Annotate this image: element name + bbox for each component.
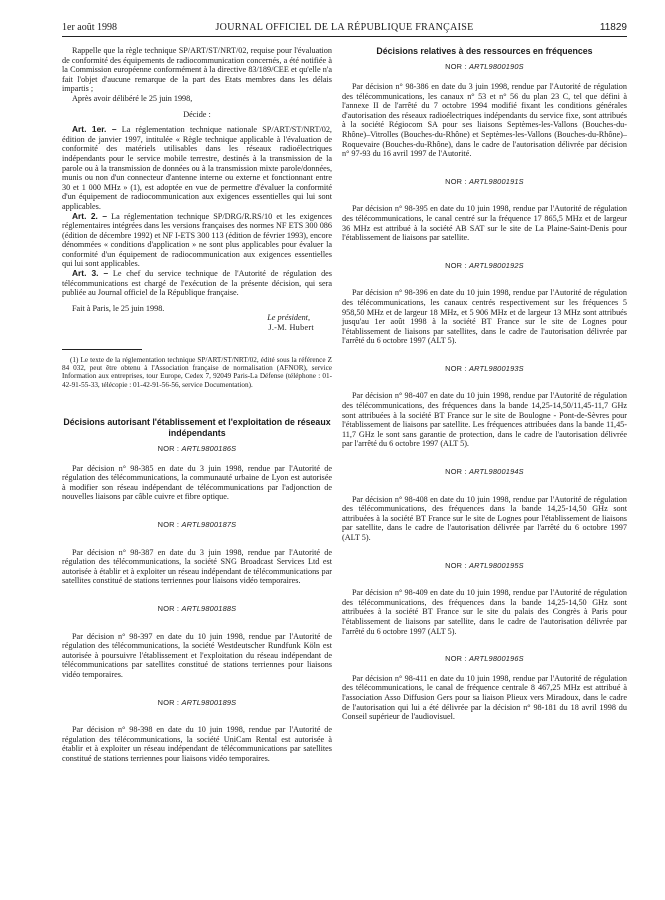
footnote-rule (62, 349, 142, 350)
page-header (62, 20, 627, 36)
nor-reference: NOR : ARTL9800192S (445, 260, 524, 270)
article-2-text: La réglementation technique SP/DRG/R.RS/10 et les exigences réglementaires intégrées dans les versions françaises des normes NF ETS 300 086 (édition de décembre 1992) et NF I-ETS 300 113 (édition de février 1993), encore dénommées « conditions d'application » ne sont plus applicables pour évaluer la conformité d'un équipement de radiocommunication aux exigences essentielles qui lui sont applicables. (62, 211, 332, 269)
article-3-text: Le chef du service technique de l'Autorité de régulation des télécommunications est chargé de l'exécution de la présente décision, qui sera publiée au Journal officiel de la République française. (62, 269, 332, 298)
nor-reference: NOR : ARTL9800196S (445, 654, 524, 664)
decision-entry: Par décision n° 98-395 en date du 10 juin 1998, rendue par l'Autorité de régulation des télécommunications, le canal centré sur la fréquence 17 865,5 MHz et de largeur 36 MHz est attribué à la société AB SAT sur le site de La Plaine-Saint-Denis pour l'établissement de liaisons par satellite. (342, 204, 627, 243)
header-date: 1er août 1998 (62, 22, 117, 33)
article-1-label: Art. 1er. – (72, 124, 117, 135)
nor-reference: NOR : ARTL9800190S (445, 62, 524, 72)
decision-entry: Par décision n° 98-385 en date du 3 juin 1998, rendue par l'Autorité de régulation des télécommunications, la communauté urbaine de Lyon est autorisée à modifier son réseau indépendant de télécommunications par l'adjonction de nouvelles liaisons par câble cuivre et fibre optique. (62, 463, 332, 502)
decision-entry: Par décision n° 98-411 en date du 10 juin 1998, rendue par l'Autorité de régulation des télécommunications, le canal de fréquence centrale 8 467,25 MHz est attribué à l'association Asso Diffusion Gers pour sa liaison Plieux vers Miradoux, dans le cadre de l'autorisation qui lui a été délivrée par la décision n° 98-181 du 18 avril 1998 du Conseil supérieur de l'audiovisuel. (342, 673, 627, 722)
intro-paragraph: Rappelle que la règle technique SP/ART/ST/NRT/02, requise pour l'évaluation de conformité des équipements de radiocommunication concernés, a été notifiée à la Commission européenne conformément à la directive 83/189/CEE et qu'elle n'a fait l'objet d'aucune remarque de la part des Etats membres dans les délais impartis ; (62, 46, 332, 94)
signature-title: Le président, (267, 313, 310, 323)
section-title-reseaux: Décisions autorisant l'établissement et l'exploitation de réseaux indépendants (63, 417, 331, 438)
decision-entry: Par décision n° 98-407 en date du 10 juin 1998, rendue par l'Autorité de régulation des télécommunications, des fréquences dans la bande 14,25-14,50/11,45-11,7 GHz sont attribuées à la société BT France sur le site de Boulogne - Pont-de-Sèvres pour l'établissement de liaisons par satellite. Les fréquences attribuées dans la bande 11,45-11,7 GHz le sont sans garantie de protection, dans le cadre de l'autorisation délivrée par l'arrêté du 6 octobre 1997 (ALT 5). (342, 391, 627, 449)
decision-entry: Par décision n° 98-408 en date du 10 juin 1998, rendue par l'Autorité de régulation des télécommunications, des fréquences dans la bande 14,25-14,50 GHz sont attribuées à la société BT France sur le site de Lognes pour l'établissement de liaisons par satellite, dans le cadre de l'autorisation délivrée par l'arrêté du 6 octobre 1997 (ALT 5). (342, 494, 627, 542)
article-1 (62, 125, 332, 211)
header-rule (62, 36, 627, 37)
article-3 (62, 269, 332, 298)
signature-name: J.-M. Hubert (268, 323, 314, 333)
footnote: (1) Le texte de la réglementation technique SP/ART/ST/NRT/02, édité sous la référence Z 84 032, peut être obtenu à l'Association française de normalisation (AFNOR), service Information aux entreprises, tour Europe, Cedex 7, 92049 Paris-La Défense (téléphone : 01-42-91-55-33, télécopie : 01-42-91-56-56, service Documentation). (62, 355, 332, 389)
decide-line: Décide : (183, 109, 211, 119)
decision-entry: Par décision n° 98-387 en date du 3 juin 1998, rendue par l'Autorité de régulation des télécommunications, la société SNG Broadcast Services Ltd est autorisée à établir et à exploiter un réseau indépendant de télécommunications par satellites constitué de stations terriennes pour liaisons vidéo temporaires. (62, 547, 332, 586)
decision-entry: Par décision n° 98-397 en date du 10 juin 1998, rendue par l'Autorité de régulation des télécommunications, la société Westdeutscher Rundfunk Köln est autorisée à poursuivre l'établissement et l'exploitation du réseau indépendant de télécommunications par satellites constitué de stations terriennes pour liaisons vidéo temporaires. (62, 631, 332, 679)
header-journal-title: JOURNAL OFFICIEL DE LA RÉPUBLIQUE FRANÇAISE (215, 22, 474, 33)
article-2-label: Art. 2. – (72, 210, 107, 221)
nor-reference: NOR : ARTL9800191S (445, 176, 524, 186)
nor-reference: NOR : ARTL9800189S (157, 697, 237, 707)
nor-reference: NOR : ARTL9800195S (445, 560, 524, 570)
decision-entry: Par décision n° 98-386 en date du 3 juin 1998, rendue par l'Autorité de régulation des télécommunications, les canaux n° 53 et n° 56 du plan 23 C, tel que défini à l'annexe II de l'arrêté du 7 octobre 1994 modifié fixant les conditions générales d'autorisation des réseaux radioélectriques indépendants du service fixe, sont attribués à la société Régiocom SA pour ses liaisons Septèmes-les-Vallons (Bouches-du-Rhône)–Vitrolles (Bouches-du-Rhône) et Septèmes-les-Vallons (Bouches-du-Rhône)–Roquevaire (Bouches-du-Rhône), dans le cadre de l'autorisation délivrée par décision n° 97-93 du 16 avril 1997 de l'Autorité. (342, 82, 627, 159)
left-column (62, 46, 332, 764)
nor-reference: NOR : ARTL9800193S (445, 363, 524, 373)
header-page-number: 11829 (599, 22, 627, 33)
nor-reference: NOR : ARTL9800194S (445, 467, 524, 477)
nor-reference: NOR : ARTL9800188S (157, 604, 237, 613)
decision-entry: Par décision n° 98-409 en date du 10 juin 1998, rendue par l'Autorité de régulation des télécommunications, des fréquences dans la bande 14,25-14,50 GHz sont attribuées à la société BT France sur le site du palais des Congrès à Paris pour l'établissement de liaisons par satellite, dans le cadre de l'autorisation délivrée par l'arrêté du 6 octobre 1997 (ALT 5). (342, 588, 627, 636)
decision-entry: Par décision n° 98-398 en date du 10 juin 1998, rendue par l'Autorité de régulation des télécommunications, la société UniCam Rental est autorisée à établir et à exploiter un réseau indépendant de télécommunications par satellites constitué de stations terriennes pour liaisons vidéo temporaires. (62, 725, 332, 763)
signature (62, 313, 332, 332)
article-2 (62, 212, 332, 270)
section-title-frequences: Décisions relatives à des ressources en fréquences (376, 46, 593, 56)
right-column (342, 46, 627, 722)
article-1-text: La réglementation technique nationale SP/ART/ST/NRT/02, édition de janvier 1997, intitulée « Règle technique applicable à l'évaluation de conformité des matériels utilisables dans les réseaux radioélectriques indépendants pour le service mobile terrestre, destinés à la transmission de la parole ou à la transmission de données ou à la transmission mixte parole/données, munis ou non d'un connecteur d'antenne interne ou externe et fonctionnant entre 30 et 1 000 MHz » (1), est adoptée en vue de permettre d'évaluer la conformité d'un équipement de radiocommunication aux exigences essentielles qui lui sont applicables. (62, 125, 332, 211)
decision-entry: Par décision n° 98-396 en date du 10 juin 1998, rendue par l'Autorité de régulation des télécommunications, les canaux centrés respectivement sur les fréquences 5 958,50 MHz et de largeur 18 MHz, et 5 906 MHz et de largeur 13 MHz sont attribués jusqu'au 1er août 1998 à la société BT France sur le site de Lognes pour l'établissement de liaisons par satellites, dans le cadre de l'autorisation délivrée par l'arrêté du 6 octobre 1997 (ALT 5). (342, 288, 627, 346)
place-date: Fait à Paris, le 25 juin 1998. (72, 303, 165, 313)
article-3-label: Art. 3. – (72, 268, 109, 279)
nor-reference: NOR : ARTL9800186S (157, 444, 237, 454)
nor-reference: NOR : ARTL9800187S (157, 520, 237, 530)
deliberation-line: Après avoir délibéré le 25 juin 1998, (72, 93, 193, 103)
